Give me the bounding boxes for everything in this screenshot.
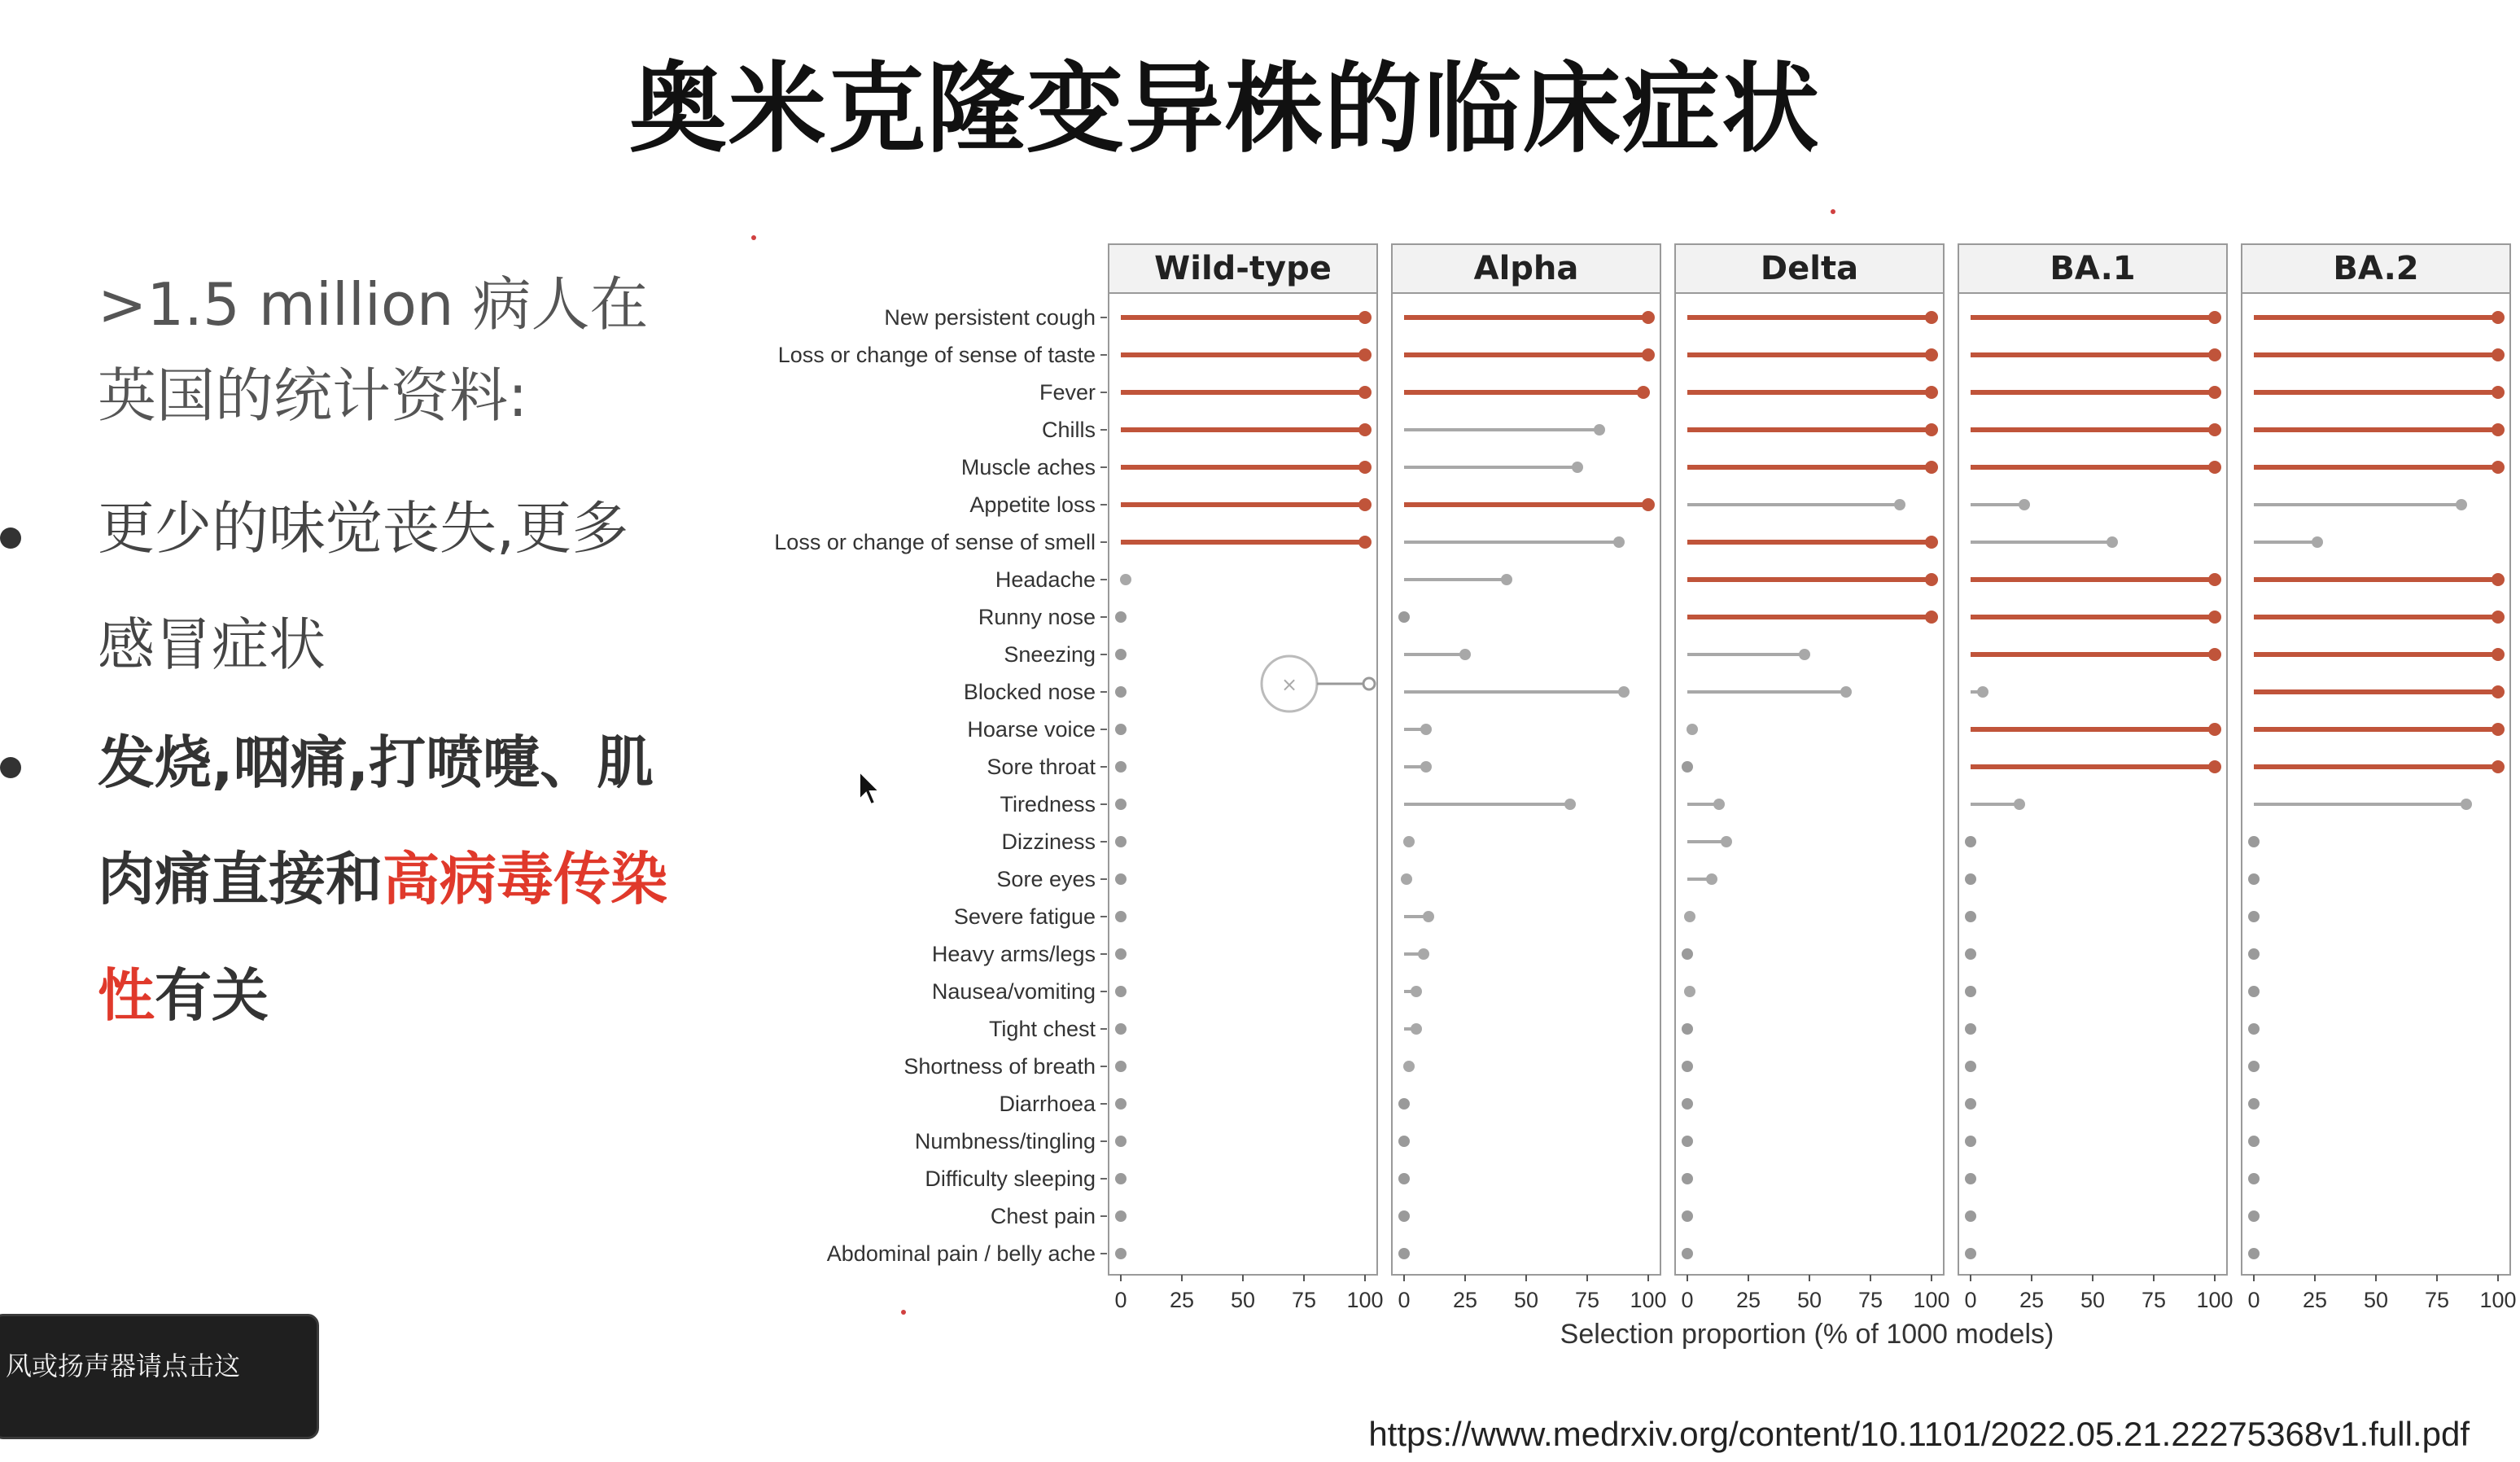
x-tick-label: 50 [1796, 1288, 1822, 1312]
category-label: Appetite loss [969, 492, 1096, 517]
category-label: Sore throat [987, 755, 1096, 779]
lead-text: >1.5 million 病人在英国的统计资料: [98, 270, 649, 430]
lollipop-point [1965, 1248, 1976, 1259]
category-label: Runny nose [978, 605, 1096, 629]
x-tick-label: 100 [2479, 1288, 2517, 1312]
lollipop-point [1420, 724, 1432, 735]
bullet-2-prefix: 发烧,咽痛,打喷嚏、肌肉痛直接和 [98, 729, 654, 913]
lollipop-point [2492, 573, 2505, 586]
lollipop-point [2208, 573, 2221, 586]
lollipop-point [2248, 836, 2260, 847]
lollipop-point [2248, 1136, 2260, 1147]
lollipop-point [2248, 948, 2260, 960]
lollipop-point [1925, 423, 1938, 436]
lollipop-point [1682, 948, 1693, 960]
audio-toast[interactable] [0, 1314, 319, 1439]
lollipop-point [1684, 986, 1695, 997]
lollipop-point [1684, 911, 1695, 922]
lollipop-point [2019, 499, 2030, 510]
lollipop-point [2492, 386, 2505, 399]
lollipop-point [1682, 761, 1693, 773]
x-tick-label: 100 [2196, 1288, 2233, 1312]
x-tick-label: 75 [2141, 1288, 2167, 1312]
lollipop-point [1682, 1173, 1693, 1184]
category-label: Numbness/tingling [914, 1129, 1096, 1153]
x-tick-label: 100 [1913, 1288, 1950, 1312]
lollipop-point [1358, 423, 1372, 436]
lollipop-point [1358, 348, 1372, 361]
lollipop-point [2492, 311, 2505, 324]
lollipop-point [1687, 724, 1698, 735]
lollipop-point [2208, 723, 2221, 736]
lollipop-point [2248, 911, 2260, 922]
lollipop-point [1965, 1136, 1976, 1147]
lollipop-point [1358, 461, 1372, 474]
lollipop-point [2248, 1023, 2260, 1035]
lollipop-point [1894, 499, 1905, 510]
lollipop-point [2248, 1248, 2260, 1259]
svg-text:×: × [1280, 673, 1298, 696]
lollipop-point [2492, 760, 2505, 773]
lollipop-point [1398, 1248, 1410, 1259]
lollipop-point [2208, 348, 2221, 361]
lollipop-point [1564, 799, 1576, 810]
lollipop-point [2492, 461, 2505, 474]
lollipop-point [1358, 386, 1372, 399]
lollipop-point [2492, 423, 2505, 436]
lollipop-point [1115, 1173, 1127, 1184]
lollipop-point [1115, 986, 1127, 997]
lollipop-point [1398, 1136, 1410, 1147]
lollipop-point [1840, 686, 1852, 698]
lollipop-point [1637, 386, 1650, 399]
panel-frame [1675, 293, 1944, 1275]
lollipop-point [1682, 1061, 1693, 1072]
lollipop-point [2248, 986, 2260, 997]
category-label: Muscle aches [960, 455, 1096, 479]
lollipop-point [1925, 611, 1938, 624]
category-label: Fever [1039, 380, 1096, 405]
category-label: Tight chest [988, 1017, 1096, 1041]
lollipop-point [1420, 761, 1432, 773]
lollipop-point [1965, 1210, 1976, 1222]
lollipop-point [1618, 686, 1630, 698]
x-tick-label: 0 [1398, 1288, 1411, 1312]
lollipop-point [1401, 873, 1412, 885]
category-label: Hoarse voice [967, 717, 1096, 742]
lollipop-point [1459, 649, 1471, 660]
lollipop-point [1358, 311, 1372, 324]
panel-title: Alpha [1473, 250, 1579, 287]
category-label: Severe fatigue [953, 904, 1096, 929]
category-label: Chills [1041, 418, 1096, 442]
lollipop-point [1411, 1023, 1422, 1035]
lollipop-point [1682, 1210, 1693, 1222]
stray-mark [1831, 209, 1835, 214]
panel-title: Wild-type [1154, 250, 1332, 287]
lollipop-point [1925, 536, 1938, 549]
x-tick-label: 25 [1169, 1288, 1195, 1312]
x-tick-label: 0 [1681, 1288, 1694, 1312]
lollipop-point [1115, 686, 1127, 698]
lollipop-point [1398, 1210, 1410, 1222]
slide-title: 奥米克隆变异株的临床症状 [629, 53, 1821, 166]
category-label: Abdominal pain / belly ache [826, 1241, 1096, 1266]
lollipop-point [1115, 1248, 1127, 1259]
lollipop-point [1115, 948, 1127, 960]
lollipop-point [2492, 611, 2505, 624]
x-tick-label: 25 [2019, 1288, 2045, 1312]
lollipop-point [1358, 536, 1372, 549]
lollipop-point [1713, 799, 1725, 810]
lollipop-point [1115, 873, 1127, 885]
lollipop-point [1642, 498, 1655, 511]
lollipop-point [2208, 423, 2221, 436]
lollipop-point [2248, 873, 2260, 885]
lollipop-point [2248, 1098, 2260, 1110]
lollipop-point [1115, 836, 1127, 847]
lollipop-point [2208, 760, 2221, 773]
lollipop-point [2208, 386, 2221, 399]
lollipop-point [2312, 536, 2323, 548]
stray-mark [751, 235, 756, 240]
lollipop-point [1642, 348, 1655, 361]
lollipop-point [1115, 1023, 1127, 1035]
panel-frame [1109, 293, 1377, 1275]
lollipop-point [1501, 574, 1512, 585]
lollipop-point [2461, 799, 2472, 810]
lollipop-point [2208, 311, 2221, 324]
lollipop-point [1925, 311, 1938, 324]
lollipop-point [1398, 1173, 1410, 1184]
x-tick-label: 50 [2363, 1288, 2389, 1312]
x-tick-label: 100 [1630, 1288, 1667, 1312]
lollipop-point [1965, 1023, 1976, 1035]
toast-text: 风或扬声器请点击这 [6, 1350, 241, 1381]
x-tick-label: 75 [1574, 1288, 1600, 1312]
lollipop-point [1721, 836, 1732, 847]
category-label: Loss or change of sense of smell [774, 530, 1096, 554]
category-label: Heavy arms/legs [931, 942, 1096, 966]
x-tick-label: 25 [1735, 1288, 1761, 1312]
lollipop-point [2208, 648, 2221, 661]
lollipop-point [2492, 648, 2505, 661]
lollipop-point [2107, 536, 2118, 548]
lollipop-point [1115, 911, 1127, 922]
lollipop-point [2492, 348, 2505, 361]
category-label: Difficulty sleeping [925, 1167, 1096, 1191]
panel-title: BA.1 [2050, 250, 2136, 287]
lollipop-point [1418, 948, 1429, 960]
lollipop-point [1115, 1098, 1127, 1110]
lollipop-point [2492, 685, 2505, 698]
panel-title: Delta [1760, 250, 1859, 287]
x-tick-label: 0 [2247, 1288, 2260, 1312]
bullet-1-text: 更少的味觉丧失,更多感冒症状 [98, 495, 629, 678]
lollipop-point [1925, 573, 1938, 586]
lollipop-point [1120, 574, 1131, 585]
category-label: Sore eyes [996, 867, 1096, 891]
lollipop-point [1682, 1248, 1693, 1259]
lollipop-point [1925, 461, 1938, 474]
bullet-2-suffix: 有关 [155, 962, 269, 1029]
lollipop-point [1682, 1023, 1693, 1035]
lollipop-point [1965, 1173, 1976, 1184]
x-tick-label: 75 [1291, 1288, 1317, 1312]
lollipop-point [1965, 873, 1976, 885]
panel-frame [1392, 293, 1660, 1275]
lollipop-point [2248, 1173, 2260, 1184]
category-label: Sneezing [1004, 642, 1096, 667]
lollipop-point [1925, 348, 1938, 361]
lollipop-point [1965, 986, 1976, 997]
category-label: New persistent cough [884, 305, 1096, 330]
lollipop-point [1965, 1061, 1976, 1072]
bullet-2-highlight: 高病毒传染性 [98, 846, 667, 1029]
panel-frame [2242, 293, 2510, 1275]
x-tick-label: 100 [1346, 1288, 1384, 1312]
lollipop-point [1682, 1098, 1693, 1110]
lollipop-point [2492, 723, 2505, 736]
lollipop-point [2456, 499, 2467, 510]
lollipop-point [1594, 424, 1605, 436]
lollipop-point [2014, 799, 2025, 810]
category-label: Loss or change of sense of taste [777, 343, 1096, 367]
lollipop-point [1115, 1061, 1127, 1072]
category-label: Nausea/vomiting [931, 979, 1096, 1004]
x-tick-label: 75 [1857, 1288, 1883, 1312]
lollipop-point [1965, 911, 1976, 922]
lollipop-point [1613, 536, 1625, 548]
lollipop-point [1398, 1098, 1410, 1110]
lollipop-point [2248, 1210, 2260, 1222]
lollipop-point [1398, 611, 1410, 623]
category-label: Dizziness [1001, 829, 1096, 854]
lollipop-point [1115, 1136, 1127, 1147]
x-tick-label: 0 [1114, 1288, 1127, 1312]
category-label: Blocked nose [963, 680, 1096, 704]
x-tick-label: 25 [2302, 1288, 2328, 1312]
lollipop-point [1572, 462, 1583, 473]
lollipop-point [1411, 986, 1422, 997]
lollipop-point [1115, 761, 1127, 773]
category-label: Tiredness [1000, 792, 1096, 816]
x-tick-label: 50 [1230, 1288, 1256, 1312]
lollipop-point [1799, 649, 1810, 660]
lollipop-point [1642, 311, 1655, 324]
x-axis-label: Selection proportion (% of 1000 models) [1560, 1319, 2054, 1350]
x-tick-label: 50 [2080, 1288, 2106, 1312]
lollipop-point [1115, 724, 1127, 735]
lollipop-point [2208, 461, 2221, 474]
lollipop-point [1115, 799, 1127, 810]
x-tick-label: 0 [1964, 1288, 1977, 1312]
lollipop-point [1977, 686, 1988, 698]
source-url[interactable]: https://www.medrxiv.org/content/10.1101/2022.05.21.22275368v1.full.pdf [1368, 1415, 2470, 1453]
lollipop-point [1115, 611, 1127, 623]
lollipop-point [1358, 498, 1372, 511]
lollipop-point [1403, 1061, 1415, 1072]
lollipop-point [2248, 1061, 2260, 1072]
lollipop-point [1925, 386, 1938, 399]
x-tick-label: 50 [1513, 1288, 1539, 1312]
x-tick-label: 25 [1452, 1288, 1478, 1312]
lollipop-point [1965, 1098, 1976, 1110]
panel-title: BA.2 [2333, 250, 2419, 287]
panel-frame [1958, 293, 2227, 1275]
stray-mark [901, 1310, 906, 1315]
lollipop-point [2208, 611, 2221, 624]
category-label: Headache [995, 567, 1096, 592]
lollipop-point [1965, 836, 1976, 847]
lollipop-point [1706, 873, 1717, 885]
mouse-cursor-icon [858, 770, 882, 806]
lollipop-point [1115, 1210, 1127, 1222]
category-label: Chest pain [990, 1204, 1096, 1228]
lollipop-point [1115, 649, 1127, 660]
category-label: Diarrhoea [999, 1092, 1096, 1116]
lollipop-point [1965, 948, 1976, 960]
category-label: Shortness of breath [903, 1054, 1096, 1079]
lollipop-point [1682, 1136, 1693, 1147]
lollipop-point [1423, 911, 1434, 922]
x-tick-label: 75 [2424, 1288, 2450, 1312]
lollipop-point [1403, 836, 1415, 847]
